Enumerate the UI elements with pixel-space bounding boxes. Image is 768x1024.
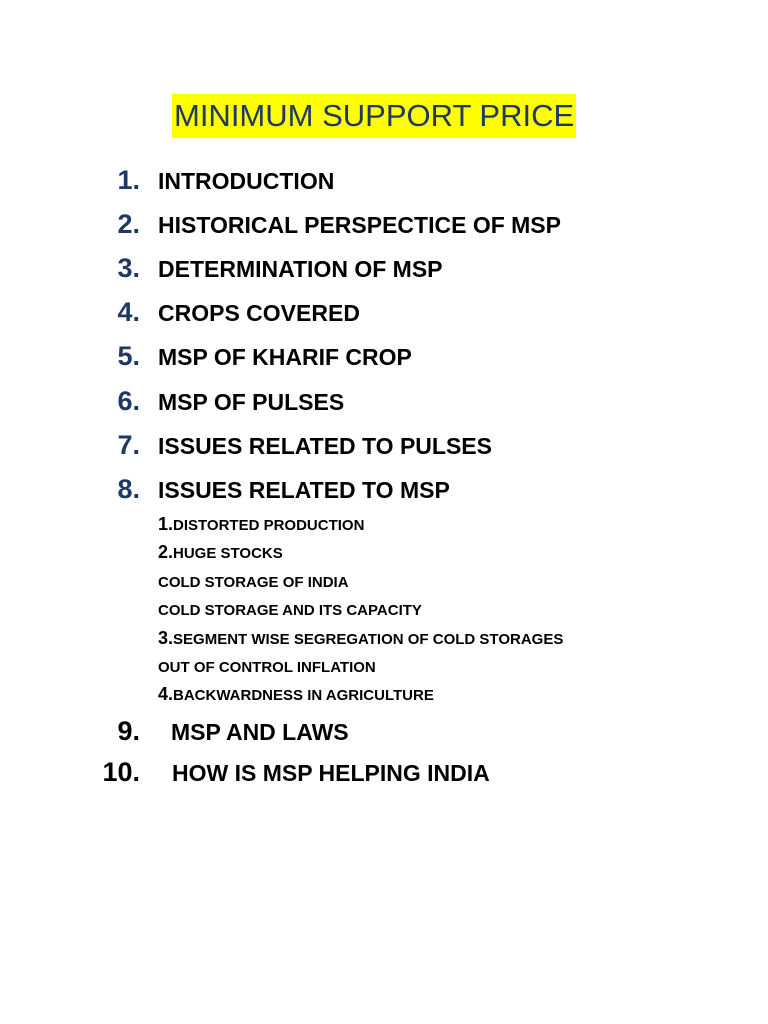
toc-item-8 bbox=[0, 472, 768, 506]
subitem-label: COLD STORAGE OF INDIA bbox=[158, 574, 349, 591]
item-number: 7. bbox=[117, 430, 140, 460]
toc-item-3 bbox=[0, 251, 768, 285]
item-label: MSP OF PULSES bbox=[158, 389, 345, 415]
toc-item-4 bbox=[0, 295, 768, 329]
subitem-1 bbox=[158, 512, 364, 536]
subitem-number: 1. bbox=[158, 514, 174, 534]
item-label: CROPS COVERED bbox=[158, 300, 360, 326]
subitem-number: 2. bbox=[158, 542, 174, 562]
item-number: 10. bbox=[102, 757, 140, 787]
subitem-label: COLD STORAGE AND ITS CAPACITY bbox=[158, 602, 422, 619]
subitem-label: BACKWARDNESS IN AGRICULTURE bbox=[173, 687, 434, 704]
item-label: DETERMINATION OF MSP bbox=[158, 256, 443, 282]
item-label: HOW IS MSP HELPING INDIA bbox=[172, 760, 490, 786]
subitem-4 bbox=[158, 597, 422, 621]
toc-item-6 bbox=[0, 384, 768, 418]
subitem-label: DISTORTED PRODUCTION bbox=[173, 517, 365, 534]
subitem-7 bbox=[158, 682, 434, 706]
item-label: ISSUES RELATED TO PULSES bbox=[158, 433, 492, 459]
item-number: 5. bbox=[117, 341, 140, 371]
toc-item-1 bbox=[0, 163, 768, 197]
subitem-2 bbox=[158, 540, 283, 564]
toc-item-7 bbox=[0, 428, 768, 462]
item-number: 2. bbox=[117, 209, 140, 239]
subitem-label: SEGMENT WISE SEGREGATION OF COLD STORAGES bbox=[173, 631, 564, 648]
item-number: 1. bbox=[117, 165, 140, 195]
toc-item-9 bbox=[0, 714, 768, 748]
toc-item-2 bbox=[0, 207, 768, 241]
item-label: ISSUES RELATED TO MSP bbox=[158, 477, 450, 503]
subitem-number: 3. bbox=[158, 628, 174, 648]
item-label: HISTORICAL PERSPECTICE OF MSP bbox=[158, 212, 561, 238]
item-number: 3. bbox=[117, 253, 140, 283]
subitem-3 bbox=[158, 569, 349, 593]
item-number: 8. bbox=[117, 474, 140, 504]
subitem-number: 4. bbox=[158, 684, 174, 704]
item-number: 4. bbox=[117, 297, 140, 327]
item-label: INTRODUCTION bbox=[158, 168, 335, 194]
subitem-label: OUT OF CONTROL INFLATION bbox=[158, 659, 376, 676]
item-label: MSP OF KHARIF CROP bbox=[158, 344, 412, 370]
subitem-6 bbox=[158, 654, 376, 678]
subitem-5 bbox=[158, 626, 563, 650]
document-title: MINIMUM SUPPORT PRICE bbox=[172, 94, 576, 138]
item-label: MSP AND LAWS bbox=[171, 719, 349, 745]
subitem-label: HUGE STOCKS bbox=[173, 545, 283, 562]
item-number: 9. bbox=[117, 716, 140, 746]
toc-item-5 bbox=[0, 339, 768, 373]
item-number: 6. bbox=[117, 386, 140, 416]
toc-item-10 bbox=[0, 755, 768, 789]
